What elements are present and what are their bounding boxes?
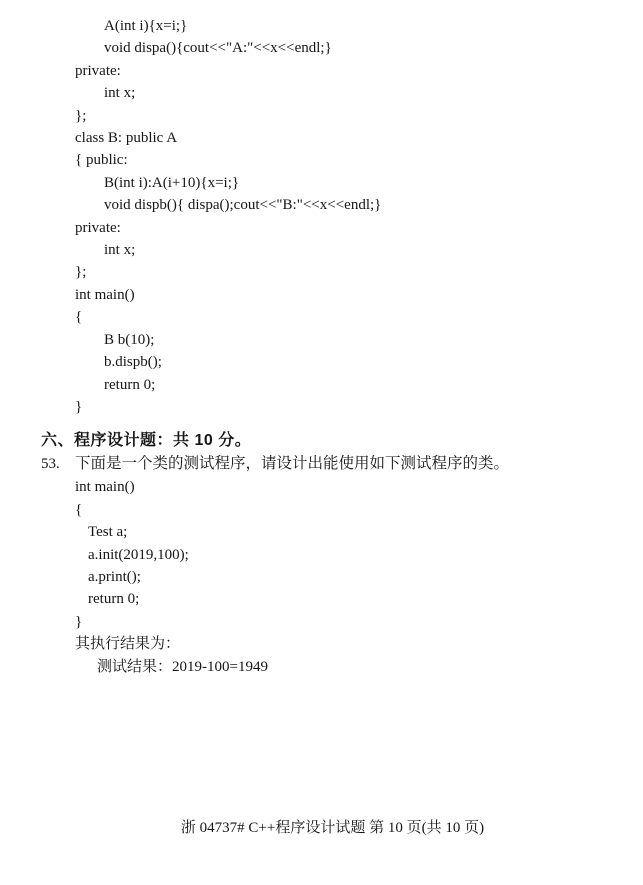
code-line: return 0; — [88, 591, 140, 608]
code-line: class B: public A — [75, 130, 178, 147]
code-line: B b(10); — [104, 331, 155, 348]
code-line: Test a; — [88, 524, 128, 541]
code-line: 其执行结果为： — [75, 636, 181, 653]
code-line: A(int i){x=i;} — [104, 18, 188, 34]
code-line: }; — [75, 107, 87, 124]
code-line: void dispa(){cout<<"A:"<<x<<endl;} — [104, 40, 332, 57]
section-number: 六、 — [41, 432, 75, 450]
code-line: private: — [75, 62, 121, 79]
top-code-block — [0, 0, 643, 418]
section-six-heading — [0, 429, 643, 452]
code-line: { — [75, 309, 83, 326]
code-line: int x; — [104, 242, 136, 259]
code-line: int x; — [104, 85, 136, 102]
code-line: return 0; — [104, 376, 156, 393]
code-line: B(int i):A(i+10){x=i;} — [104, 174, 240, 191]
code-line: b.dispb(); — [104, 354, 162, 371]
code-line: int main() — [75, 286, 135, 303]
code-line: } — [75, 613, 83, 630]
code-line: 测试结果：2019-100=1949 — [97, 658, 268, 675]
code-line: int main() — [75, 479, 135, 496]
question-53-code-block — [0, 476, 643, 678]
question-53 — [0, 452, 643, 476]
code-line: private: — [75, 219, 121, 236]
question-number: 53. — [41, 456, 60, 473]
code-line: a.init(2019,100); — [88, 546, 189, 563]
code-line: a.print(); — [88, 568, 141, 585]
section-title: 程序设计题：共 10 分。 — [74, 432, 252, 450]
page-footer — [0, 818, 643, 838]
question-text: 下面是一个类的测试程序，请设计出能使用如下测试程序的类。 — [75, 455, 510, 473]
code-line: { — [75, 501, 83, 518]
footer-text: 浙 04737# C++程序设计试题 第 10 页(共 10 页) — [180, 820, 485, 836]
code-line: void dispb(){ dispa();cout<<"B:"<<x<<endl;} — [104, 197, 382, 214]
code-line: } — [75, 398, 83, 415]
code-line: }; — [75, 264, 87, 281]
code-line: { public: — [75, 152, 128, 169]
